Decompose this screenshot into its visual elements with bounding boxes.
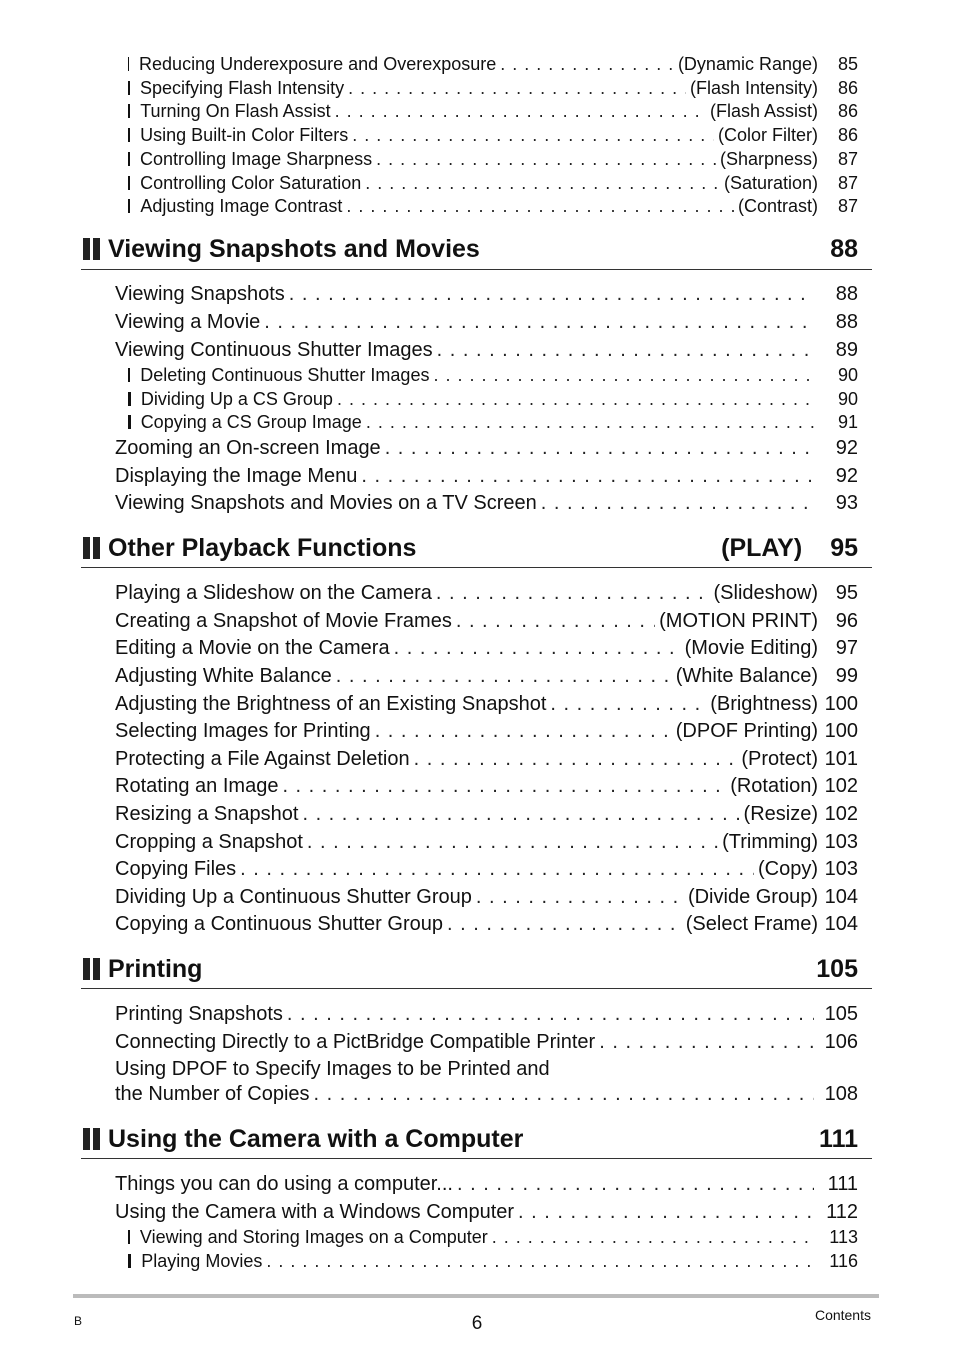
toc-entry[interactable]: Copying Files . . . (Copy) 103 bbox=[115, 858, 858, 886]
toc-entry[interactable]: Playing a Slideshow on the Camera . . . (Slideshow) 95 bbox=[115, 582, 858, 610]
section-divider bbox=[81, 269, 872, 270]
section-divider bbox=[81, 567, 872, 568]
page-number: 6 bbox=[471, 1313, 483, 1334]
toc-entry[interactable]: Resizing a Snapshot . . . (Resize) 102 bbox=[115, 803, 858, 831]
section-heading[interactable]: Viewing Snapshots and Movies 88 bbox=[83, 232, 858, 266]
toc-entry[interactable]: Adjusting Image Contrast . . . (Contrast) 87 bbox=[128, 196, 858, 220]
section-bars-icon bbox=[83, 958, 100, 980]
toc-entry[interactable]: Reducing Underexposure and Overexposure . . . (Dynamic Range) 85 bbox=[128, 54, 858, 78]
toc-entry[interactable]: Controlling Color Saturation . . . (Saturation) 87 bbox=[128, 173, 858, 197]
bullet-icon bbox=[128, 415, 131, 429]
section-heading[interactable]: Other Playback Functions (PLAY) 95 bbox=[83, 531, 858, 565]
bullet-icon bbox=[128, 128, 130, 142]
toc-entry[interactable]: the Number of Copies . . . 108 bbox=[115, 1083, 858, 1111]
toc-entry[interactable]: Viewing and Storing Images on a Computer . . . 113 bbox=[128, 1227, 858, 1251]
toc-entry[interactable]: Editing a Movie on the Camera . . . (Movie Editing) 97 bbox=[115, 637, 858, 665]
toc-entry[interactable]: Viewing Snapshots . . . 88 bbox=[115, 283, 858, 311]
toc-entry[interactable]: Zooming an On-screen Image . . . 92 bbox=[115, 437, 858, 465]
toc-entry[interactable]: Cropping a Snapshot . . . (Trimming) 103 bbox=[115, 831, 858, 859]
toc-entry[interactable]: Viewing Snapshots and Movies on a TV Screen . . . 93 bbox=[115, 492, 858, 520]
section-bars-icon bbox=[83, 537, 100, 559]
bullet-icon bbox=[128, 152, 130, 166]
bullet-icon bbox=[128, 392, 131, 406]
toc-entry[interactable]: Viewing Continuous Shutter Images . . . 89 bbox=[115, 339, 858, 367]
bullet-icon bbox=[128, 176, 130, 190]
bullet-icon bbox=[128, 199, 130, 213]
footer-rule bbox=[73, 1294, 879, 1298]
toc-entry[interactable]: Connecting Directly to a PictBridge Compatible Printer . . . 106 bbox=[115, 1031, 858, 1059]
section-bars-icon bbox=[83, 1128, 100, 1150]
toc-entry[interactable]: Things you can do using a computer... . . . 111 bbox=[115, 1173, 858, 1201]
footer-left-label: B bbox=[74, 1314, 83, 1328]
toc-entry[interactable]: Dividing Up a Continuous Shutter Group . . . (Divide Group) 104 bbox=[115, 886, 858, 914]
toc-entry[interactable]: Specifying Flash Intensity . . . (Flash Intensity) 86 bbox=[128, 78, 858, 102]
footer-section-label: Contents bbox=[814, 1307, 871, 1323]
toc-entry[interactable]: Displaying the Image Menu . . . 92 bbox=[115, 465, 858, 493]
toc-entry[interactable]: Creating a Snapshot of Movie Frames . . . (MOTION PRINT) 96 bbox=[115, 610, 858, 638]
bullet-icon bbox=[128, 1254, 131, 1268]
toc-entry[interactable]: Using Built-in Color Filters . . . (Color Filter) 86 bbox=[128, 125, 858, 149]
toc-entry[interactable]: Playing Movies . . . 116 bbox=[128, 1251, 858, 1275]
toc-entry[interactable]: Rotating an Image . . . (Rotation) 102 bbox=[115, 775, 858, 803]
bullet-icon bbox=[128, 1230, 130, 1244]
toc-entry[interactable]: Copying a CS Group Image . . . 91 bbox=[128, 412, 858, 436]
section-bars-icon bbox=[83, 238, 100, 260]
toc-entry[interactable]: Viewing a Movie . . . 88 bbox=[115, 311, 858, 339]
toc-entry[interactable]: Adjusting the Brightness of an Existing Snapshot . . . (Brightness) 100 bbox=[115, 693, 858, 721]
section-heading[interactable]: Printing 105 bbox=[83, 952, 858, 986]
section-divider bbox=[81, 988, 872, 989]
toc-entry[interactable]: Turning On Flash Assist . . . (Flash Assist) 86 bbox=[128, 101, 858, 125]
toc-entry[interactable]: Dividing Up a CS Group . . . 90 bbox=[128, 389, 858, 413]
toc-entry[interactable]: Using DPOF to Specify Images to be Printed and bbox=[115, 1058, 550, 1080]
toc-entry[interactable]: Selecting Images for Printing . . . (DPOF Printing) 100 bbox=[115, 720, 858, 748]
section-divider bbox=[81, 1158, 872, 1159]
toc-entry[interactable]: Printing Snapshots . . . 105 bbox=[115, 1003, 858, 1031]
section-heading[interactable]: Using the Camera with a Computer 111 bbox=[83, 1122, 858, 1156]
bullet-icon bbox=[128, 81, 130, 95]
bullet-icon bbox=[128, 368, 130, 382]
toc-entry[interactable]: Copying a Continuous Shutter Group . . . (Select Frame) 104 bbox=[115, 913, 858, 941]
bullet-icon bbox=[128, 104, 130, 118]
toc-entry[interactable]: Deleting Continuous Shutter Images . . . 90 bbox=[128, 365, 858, 389]
toc-entry[interactable]: Adjusting White Balance . . . (White Balance) 99 bbox=[115, 665, 858, 693]
bullet-icon bbox=[128, 57, 129, 71]
toc-entry[interactable]: Controlling Image Sharpness . . . (Sharpness) 87 bbox=[128, 149, 858, 173]
toc-entry[interactable]: Protecting a File Against Deletion . . . (Protect) 101 bbox=[115, 748, 858, 776]
toc-entry[interactable]: Using the Camera with a Windows Computer . . . 112 bbox=[115, 1201, 858, 1229]
